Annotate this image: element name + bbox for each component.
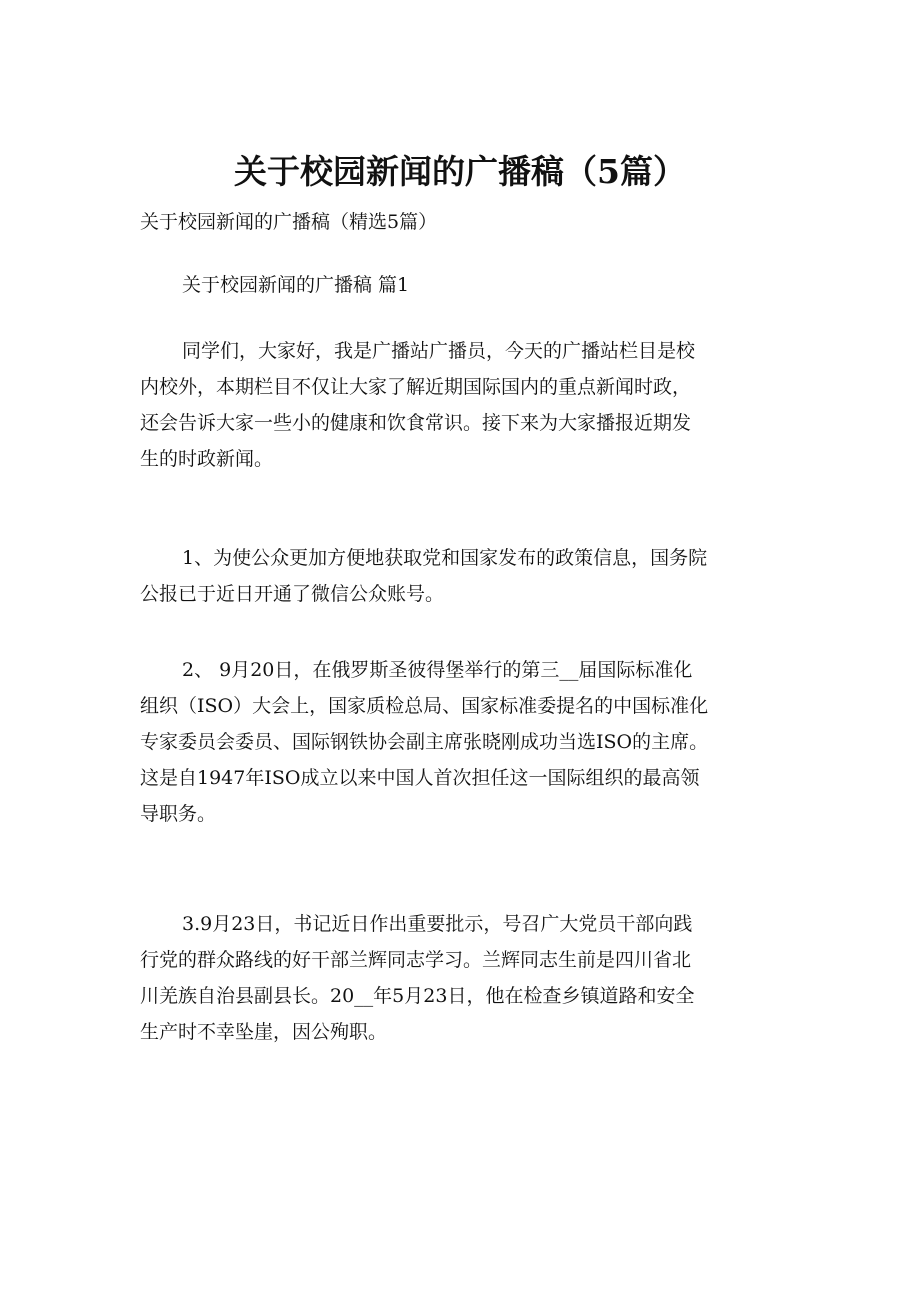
paragraph-line: 内校外，本期栏目不仅让大家了解近期国际国内的重点新闻时政，	[140, 376, 692, 398]
paragraph-line: 3.9月23日，书记近日作出重要批示，号召广大党员干部向践	[182, 913, 693, 935]
paragraph-line: 生的时政新闻。	[140, 448, 274, 470]
paragraph-line: 2、 9月20日，在俄罗斯圣彼得堡举行的第三__届国际标准化	[182, 659, 693, 681]
paragraph-line: 1、为使公众更加方便地获取党和国家发布的政策信息，国务院	[182, 547, 708, 569]
document-subtitle: 关于校园新闻的广播稿（精选5篇）	[140, 211, 438, 233]
paragraph-line: 川羌族自治县副县长。20__年5月23日，他在检查乡镇道路和安全	[140, 985, 695, 1007]
paragraph-line: 专家委员会委员、国际钢铁协会副主席张晓刚成功当选ISO的主席。	[140, 731, 709, 753]
paragraph-news-2	[140, 652, 800, 832]
paragraph-line: 这是自1947年ISO成立以来中国人首次担任这一国际组织的最高领	[140, 767, 700, 789]
section-heading: 关于校园新闻的广播稿 篇1	[182, 274, 410, 296]
paragraph-line: 公报已于近日开通了微信公众账号。	[140, 583, 445, 605]
paragraph-line: 还会告诉大家一些小的健康和饮食常识。接下来为大家播报近期发	[140, 412, 692, 434]
paragraph-news-3	[140, 906, 800, 1050]
paragraph-line: 同学们，大家好，我是广播站广播员，今天的广播站栏目是校	[182, 340, 696, 362]
document-title: 关于校园新闻的广播稿（5篇）	[234, 152, 686, 191]
paragraph-intro	[140, 333, 800, 477]
paragraph-line: 生产时不幸坠崖，因公殉职。	[140, 1021, 388, 1043]
paragraph-line: 行党的群众路线的好干部兰辉同志学习。兰辉同志生前是四川省北	[140, 949, 692, 971]
paragraph-line: 导职务。	[140, 803, 217, 825]
paragraph-news-1	[140, 540, 800, 612]
paragraph-line: 组织（ISO）大会上，国家质检总局、国家标准委提名的中国标准化	[140, 695, 709, 717]
